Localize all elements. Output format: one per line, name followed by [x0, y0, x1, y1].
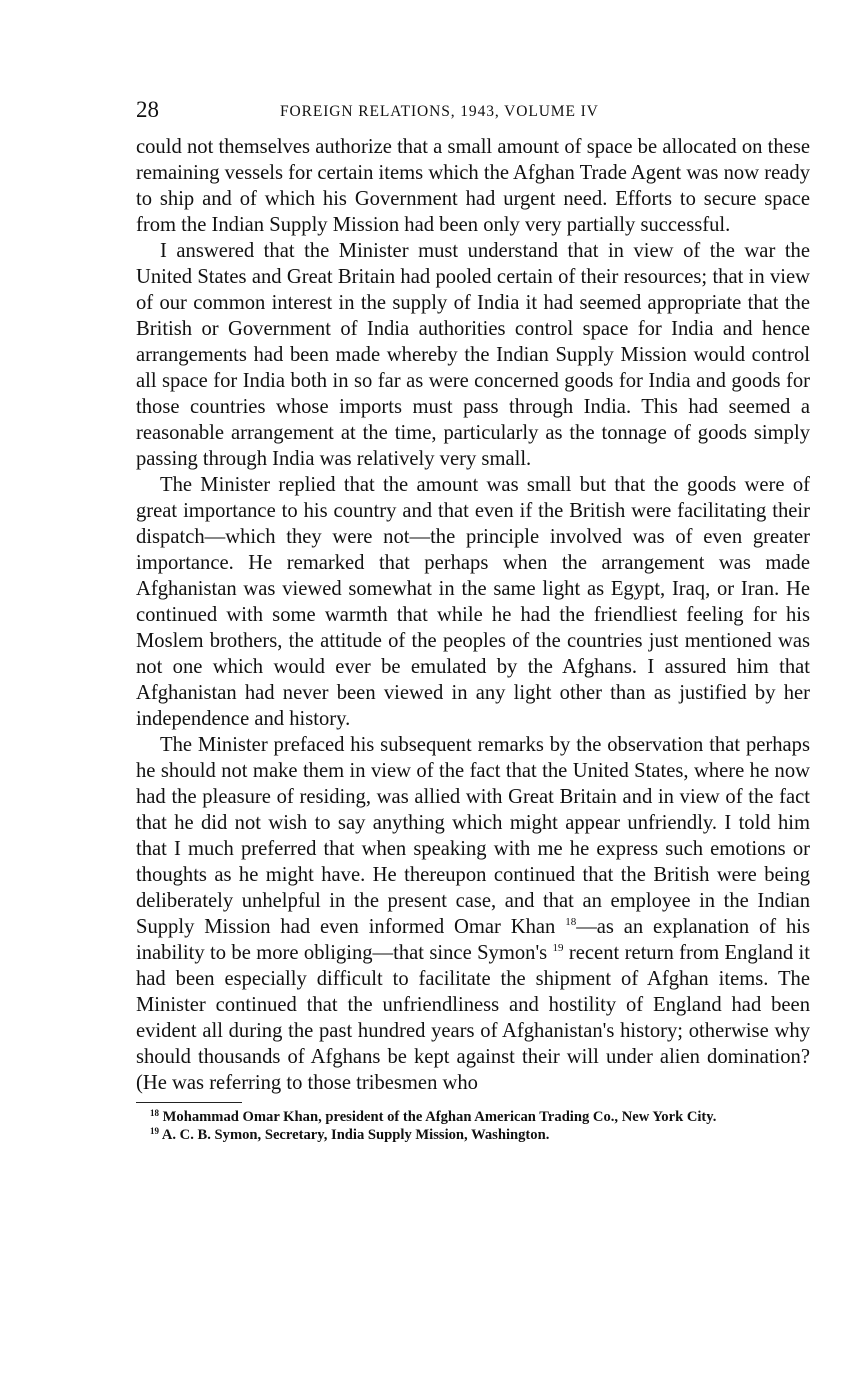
- paragraph-segment: —as an explanation of his inability to be more obliging—that since Symon's: [136, 916, 810, 964]
- footnote-marker: 19: [150, 1125, 159, 1136]
- paragraph: I answered that the Minister must understand that in view of the war the United States and Great Britain had pooled certain of their resources; that in view of our common interest in the supply of India it had seemed appropriate that the British or Government of India authorities control space for India and hence arrangements had been made whereby the Indian Supply Mission would control all space for India both in so far as were concerned goods for India and goods for those countries whose imports must pass through India. This had seemed a reasonable arrangement at the time, particularly as the tonnage of goods simply passing through India was relatively very small.: [136, 240, 810, 470]
- paragraph-segment: The Minister prefaced his subsequent remarks by the observation that perhaps he should not make them in view of the fact that the United States, where he now had the pleasure of residing, was allied with Great Britain and in view of the fact that he did not wish to say anything which might appear unfriendly. I told him that I much preferred that when speaking with me he express such emotions or thoughts as he might have. He thereupon continued that the British were being deliberately unhelpful in the present case, and that an employee in the Indian Supply Mission had even informed Omar Khan: [136, 734, 810, 938]
- running-head: FOREIGN RELATIONS, 1943, VOLUME IV: [280, 103, 599, 120]
- footnote-text: Mohammad Omar Khan, president of the Afghan American Trading Co., New York City.: [162, 1109, 717, 1125]
- footnote-reference: 19: [552, 942, 564, 954]
- body-text: [136, 134, 810, 1096]
- document-page: [136, 92, 810, 1144]
- paragraph: [136, 732, 810, 1096]
- footnote-reference: 18: [565, 916, 577, 928]
- page-header: [136, 92, 810, 128]
- footnote: [136, 1109, 810, 1127]
- footnotes: [136, 1109, 810, 1144]
- footnote-divider: [136, 1102, 242, 1103]
- footnote-text: A. C. B. Symon, Secretary, India Supply Mission, Washington.: [161, 1126, 550, 1143]
- page-number: 28: [136, 97, 159, 122]
- paragraph-segment: recent return from England it had been especially difficult to facilitate the shipment of Afghan items. The Minister continued that the unfriendliness and hostility of England had been evident all during the past hundred years of Afghanistan's history; otherwise why should thousands of Afghans be kept against their will under alien domination? (He was referring to those tribesmen who: [136, 942, 810, 1094]
- paragraph: could not themselves authorize that a small amount of space be allocated on these remaining vessels for certain items which the Afghan Trade Agent was now ready to ship and of which his Government had urgent need. Efforts to secure space from the Indian Supply Mission had been only very partially successful.: [136, 136, 810, 236]
- footnote-marker: 18: [150, 1108, 159, 1118]
- footnote: [136, 1127, 810, 1145]
- paragraph: The Minister replied that the amount was small but that the goods were of great importance to his country and that even if the British were facilitating their dispatch—which they were not—the principle involved was of even greater importance. He remarked that perhaps when the arrangement was made Afghanistan was viewed somewhat in the same light as Egypt, Iraq, or Iran. He continued with some warmth that while he had the friendliest feeling for his Moslem brothers, the attitude of the peoples of the countries just mentioned was not one which would ever be emulated by the Afghans. I assured him that Afghanistan had never been viewed in any light other than as justified by her independence and history.: [136, 474, 810, 730]
